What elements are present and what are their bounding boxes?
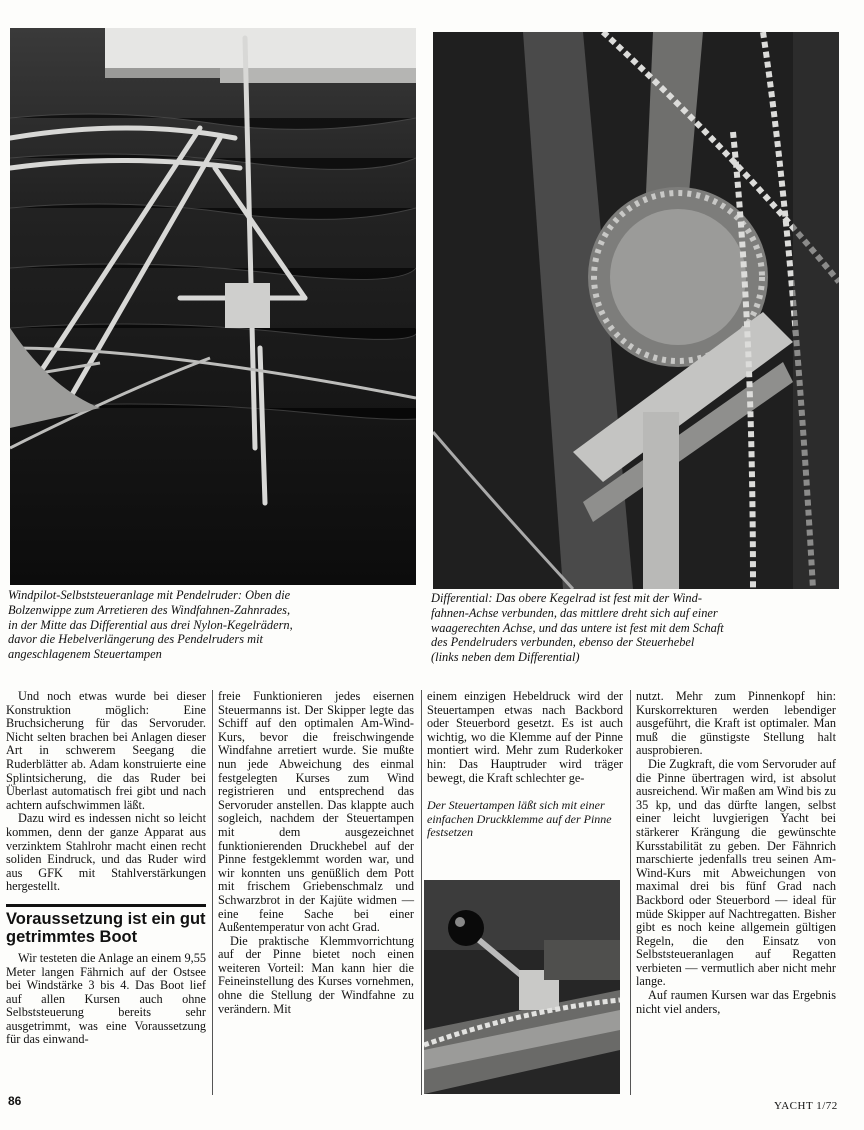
article-column-4: [636, 690, 836, 1016]
column-divider: [630, 690, 631, 1095]
paragraph: nutzt. Mehr zum Pinnenkopf hin: Kurskorrekturen werden lebendiger ausgeführt, die Kraft ist optimaler. Man muß die günstigste Stellung halt ausprobieren.: [636, 689, 836, 758]
caption-line: fahnen-Achse verbunden, das mittlere dreht sich auf einer: [431, 605, 718, 620]
section-heading: Voraussetzung ist ein gut getrimmtes Boot: [6, 904, 206, 946]
paragraph: Die Zugkraft, die vom Servoruder auf die Pinne übertragen wird, ist absolut ausreichend. Wir maßen am Wind bis zu 35 kp, und das dürfte langen, selbst einer leicht luvgierigen Yacht bei stärkerer Krängung die gewünschte Kursstabilität zu geben. Der Fähnrich marschierte jedenfalls treu seinen Am-Wind-Kurs mit Abweichungen von maximal drei bis fünf Grad nach Backbord oder Steuerbord — ideal für müde Skipper auf Nachtregatten. Bisher gibt es noch keine allgemein gültigen Regeln, die den Einsatz von Selbststeueranlagen auf Regatten verbieten — vermutlich aber nicht mehr lange.: [636, 756, 836, 989]
photo-tiller-clamp: [424, 880, 620, 1094]
page-number: 86: [8, 1094, 22, 1108]
photo-windpilot-gear: [10, 28, 416, 585]
caption-line: waagerechten Achse, und das untere ist fest mit dem Schaft: [431, 620, 724, 635]
photo-differential: [433, 32, 839, 589]
caption-line: in der Mitte das Differential aus drei Nylon-Kegelrädern,: [8, 617, 293, 632]
caption-line: Windpilot-Selbststeueranlage mit Pendelruder: Oben die: [8, 588, 291, 602]
column-divider: [421, 690, 422, 1095]
article-column-3: [427, 690, 623, 846]
caption-right: [431, 591, 851, 665]
paragraph: Und noch etwas wurde bei dieser Konstruktion möglich: Eine Bruchsicherung für das Servoruder. Nicht selten brachen bei Anlagen dieser Art in schwerem Seegang die Ruderblätter ab. Adam konstruierte eine Splintsicherung, die das Ruder bei Überlast automatisch frei gibt und nach achtern aufschwimmen läßt.: [6, 689, 206, 812]
caption-line: des Pendelruders verbunden, ebenso der Steuerhebel: [431, 635, 695, 650]
article-column-1: [6, 690, 206, 1047]
photo-caption-tiller: Der Steuertampen läßt sich mit einer einfachen Druckklemme auf der Pinne festsetzen: [427, 798, 612, 840]
paragraph: Wir testeten die Anlage an einem 9,55 Meter langen Fährnich auf der Ostsee bei Windstärke 3 bis 4. Das Boot lief auf allen Kursen auch ohne Selbststeuerung bereits sehr ausgetrimmt, was eine Voraussetzung für das einwand-: [6, 950, 206, 1047]
article-column-2: [218, 690, 414, 1016]
caption-line: davor die Hebelverlängerung des Pendelruders mit: [8, 632, 263, 647]
caption-left: [8, 588, 418, 662]
caption-line: Bolzenwippe zum Arretieren des Windfahnen-Zahnrades,: [8, 602, 291, 617]
paragraph: Die praktische Klemmvorrichtung auf der Pinne bietet noch einen weiteren Vorteil: Man kann hier die Feineinstellung des Kurses vornehmen, ohne die Stellung der Windfahne zu verändern. Mit: [218, 933, 414, 1016]
paragraph: Auf raumen Kursen war das Ergebnis nicht viel anders,: [636, 988, 836, 1016]
caption-line: Differential: Das obere Kegelrad ist fest mit der Wind-: [431, 591, 702, 605]
caption-line: angeschlagenem Steuertampen: [8, 647, 162, 662]
column-divider: [212, 690, 213, 1095]
caption-line: (links neben dem Differential): [431, 650, 580, 665]
paragraph: Dazu wird es indessen nicht so leicht kommen, denn der ganze Apparat aus verzinktem Stahlrohr macht einen recht soliden Eindruck, und das Ruder wird aus GFK mit Stahlverstärkungen hergestellt.: [6, 811, 206, 894]
paragraph: freie Funktionieren jedes eisernen Steuermanns ist. Der Skipper legte das Schiff auf den optimalen Am-Wind-Kurs, bevor die freischwingende Windfahne arretiert wurde. Sie mußte nun jede Abweichung des einmal festgelegten Kurses zum Wind registrieren und entsprechend das Servoruder anstellen. Das klappte auch sogleich, nachdem der Steuertampen mit dem ausgezeichnet funktionierenden Druckhebel auf der Pinne festgeklemmt worden war, und wir konnten uns genüßlich dem Pott mit frischem Griebenschmalz und Schwarzbrot in der Kajüte widmen — eine feine Sache bei einer Außentemperatur von acht Grad.: [218, 689, 414, 935]
magazine-issue: YACHT 1/72: [774, 1100, 838, 1112]
paragraph: einem einzigen Hebeldruck wird der Steuertampen etwas nach Backbord oder Steuerbord gesetzt. Es ist auch wichtig, wo die Klemme auf der Pinne montiert wird. Mehr zum Ruderkoker hin: Das Hauptruder wird träger bewegt, die Kraft schlechter ge-: [427, 689, 623, 785]
